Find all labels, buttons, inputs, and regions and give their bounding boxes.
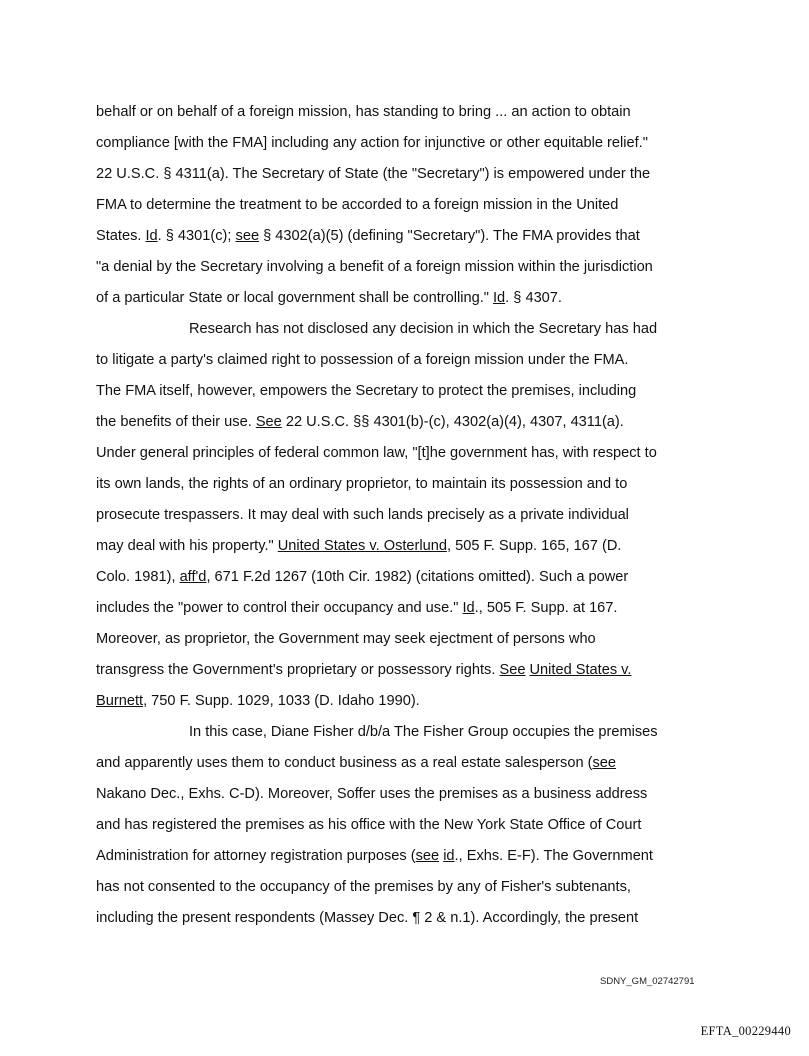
underlined-citation: Burnett xyxy=(96,693,144,709)
text-segment: behalf or on behalf of a foreign mission, has standing to bring ... an action to obtain xyxy=(96,104,631,120)
text-segment: "a denial by the Secretary involving a benefit of a foreign mission within the jurisdiction xyxy=(96,259,653,275)
underlined-citation: Id xyxy=(462,600,475,616)
text-line xyxy=(96,159,736,190)
text-line xyxy=(96,190,736,221)
text-segment: FMA to determine the treatment to be accorded to a foreign mission in the United xyxy=(96,197,619,213)
text-line xyxy=(96,469,736,500)
text-segment: of a particular State or local government shall be controlling." xyxy=(96,290,493,306)
text-line xyxy=(96,252,736,283)
underlined-citation: aff'd xyxy=(179,569,207,585)
text-segment: 22 U.S.C. § 4311(a). The Secretary of State (the "Secretary") is empowered under the xyxy=(96,166,651,182)
text-line xyxy=(96,283,736,314)
text-segment: prosecute trespassers. It may deal with such lands precisely as a private individual xyxy=(96,507,629,523)
underlined-citation: see xyxy=(415,848,440,864)
text-segment: The FMA itself, however, empowers the Secretary to protect the premises, including xyxy=(96,383,637,399)
text-segment: In this case, Diane Fisher d/b/a The Fisher Group occupies the premises xyxy=(189,724,658,740)
text-line xyxy=(96,221,736,252)
underlined-citation: United States v. xyxy=(529,662,632,678)
text-line xyxy=(96,407,736,438)
text-segment: § 4302(a)(5) (defining "Secretary"). The FMA provides that xyxy=(259,228,640,244)
text-line xyxy=(96,810,736,841)
text-segment: , 750 F. Supp. 1029, 1033 (D. Idaho 1990). xyxy=(143,693,420,709)
efta-number: EFTA_00229440 xyxy=(700,1024,791,1038)
text-line xyxy=(96,376,736,407)
text-line xyxy=(96,624,736,655)
underlined-citation: see xyxy=(235,228,260,244)
text-line xyxy=(96,779,736,810)
text-segment: 22 U.S.C. §§ 4301(b)-(c), 4302(a)(4), 4307, 4311(a). xyxy=(281,414,624,430)
text-segment: , 671 F.2d 1267 (10th Cir. 1982) (citations omitted). Such a power xyxy=(206,569,629,585)
underlined-citation: see xyxy=(592,755,617,771)
text-segment: the benefits of their use. xyxy=(96,414,256,430)
text-segment: States. xyxy=(96,228,146,244)
underlined-citation: Id xyxy=(145,228,158,244)
text-line xyxy=(96,128,736,159)
text-segment: Moreover, as proprietor, the Government may seek ejectment of persons who xyxy=(96,631,596,647)
text-segment: has not consented to the occupancy of the premises by any of Fisher's subtenants, xyxy=(96,879,631,895)
text-line xyxy=(96,872,736,903)
text-segment: Under general principles of federal common law, "[t]he government has, with respect to xyxy=(96,445,657,461)
text-segment: , 505 F. Supp. 165, 167 (D. xyxy=(447,538,622,554)
underlined-citation: See xyxy=(255,414,282,430)
text-line xyxy=(96,97,736,128)
text-segment: Nakano Dec., Exhs. C-D). Moreover, Soffer uses the premises as a business address xyxy=(96,786,648,802)
text-line xyxy=(96,531,736,562)
text-line xyxy=(96,717,736,748)
text-line xyxy=(96,593,736,624)
text-line xyxy=(96,314,736,345)
text-line xyxy=(96,686,736,717)
text-segment: Colo. 1981), xyxy=(96,569,180,585)
text-line xyxy=(96,903,736,934)
text-line xyxy=(96,500,736,531)
text-line xyxy=(96,562,736,593)
text-segment: . § 4307. xyxy=(505,290,562,306)
text-segment: ., 505 F. Supp. at 167. xyxy=(474,600,618,616)
text-segment: Administration for attorney registration purposes ( xyxy=(96,848,416,864)
text-segment: includes the "power to control their occupancy and use." xyxy=(96,600,463,616)
underlined-citation: Id xyxy=(493,290,506,306)
underlined-citation: United States v. Osterlund xyxy=(277,538,447,554)
text-segment: its own lands, the rights of an ordinary proprietor, to maintain its possession and to xyxy=(96,476,628,492)
text-segment: ., Exhs. E-F). The Government xyxy=(454,848,653,864)
text-line xyxy=(96,655,736,686)
text-segment: . § 4301(c); xyxy=(157,228,236,244)
text-line xyxy=(96,748,736,779)
bates-number: SDNY_GM_02742791 xyxy=(600,976,695,987)
text-line xyxy=(96,841,736,872)
text-segment: including the present respondents (Massey Dec. ¶ 2 & n.1). Accordingly, the present xyxy=(96,910,639,926)
text-segment: and apparently uses them to conduct business as a real estate salesperson ( xyxy=(96,755,593,771)
underlined-citation: id xyxy=(443,848,455,864)
text-line xyxy=(96,345,736,376)
text-line xyxy=(96,438,736,469)
text-segment: and has registered the premises as his office with the New York State Office of Court xyxy=(96,817,642,833)
text-segment: Research has not disclosed any decision in which the Secretary has had xyxy=(189,321,658,337)
text-segment: compliance [with the FMA] including any action for injunctive or other equitable relief." xyxy=(96,135,648,151)
text-segment: may deal with his property." xyxy=(96,538,278,554)
underlined-citation: See xyxy=(499,662,526,678)
text-segment: to litigate a party's claimed right to possession of a foreign mission under the FMA. xyxy=(96,352,629,368)
document-body xyxy=(96,97,736,934)
text-segment: transgress the Government's proprietary or possessory rights. xyxy=(96,662,500,678)
